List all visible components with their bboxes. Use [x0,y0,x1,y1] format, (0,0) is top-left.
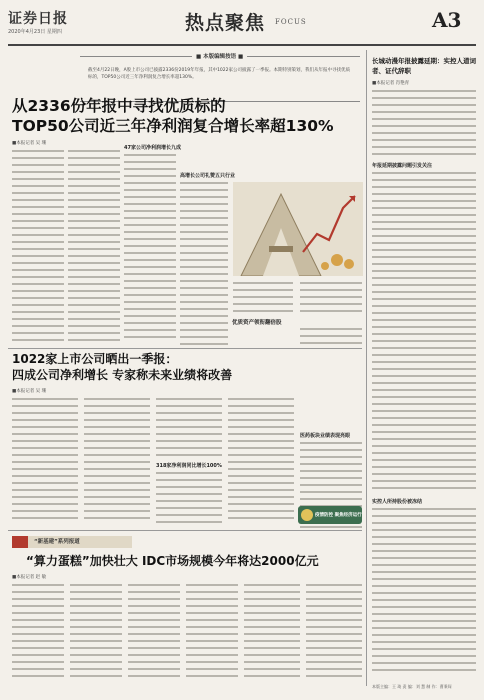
article3-byline: ■本报记者 赵 敏 [12,575,47,580]
page-footer: 本版主编：王 琦 责 编：刘 慧 制 作：曹秉琛 [372,684,452,689]
article1-byline: ■本报记者 吴 珊 [12,141,47,146]
article1-subhead-b: 高增长公司礼赞五只行业 [180,173,236,179]
article2-headline [12,352,232,383]
article2-headline-line2: 四成公司净利增长 专家称未来业绩将改善 [12,367,233,382]
article1-body-col2 [68,150,120,346]
right-body-c [372,508,476,676]
article1-subhead-a: 47家公司净利润增长九成 [124,145,181,151]
header-rule [8,44,476,46]
right-byline: ■本报记者 肖艳青 [372,81,410,86]
article1-headline-line1: 从2336份年报中寻找优质标的 [12,97,226,115]
right-headline: 长城动漫年报披露延期：实控人道词者、证代辞职 [372,57,476,75]
editor-note-text: 截至4月22日晚，A股上市公司已披露2336份2019年年报，其中1022家公司披露了一季报。本期特别策划，我们从年报中寻找优质标的，TOP50公司近三年净利润复合增长率超130%。 [88,68,351,80]
editor-note-tag: ■ 本版编辑按语 ■ [192,52,247,60]
article1-headline [12,96,334,136]
right-body-b [372,172,476,494]
article3-headline: “算力蛋糕”加快壮大 IDC市场规模今年将达2000亿元 [26,554,319,568]
article1-body-col1 [12,150,64,346]
article1-headline-line2: TOP50公司近三年净利润复合增长率超130% [12,117,334,135]
right-body-a [372,90,476,160]
article1-body-col7 [300,328,362,349]
article2-body-col3 [156,398,222,461]
masthead: 证券日报 [8,11,68,27]
page-number: A3 [432,8,462,32]
article2-subhead-a: 318家净利润同比增长100% [156,463,222,469]
article2-body-col4 [228,398,294,524]
right-subhead-b: 实控人所持股份被冻结 [372,499,423,505]
article2-body-col3b [156,472,222,528]
promo-banner-graphic[interactable] [298,504,362,526]
article2-body-col2 [84,398,150,524]
article1-body-col4 [180,182,228,350]
article1-body-col3 [124,154,176,343]
article2-byline: ■本报记者 吴 珊 [12,389,47,394]
pub-date: 2020年4月23日 星期四 [8,29,62,35]
article2-headline-line1: 1022家上市公司晒出一季报： [12,352,178,366]
article1-body-col5 [233,282,293,317]
article1-subhead-c: 优质资产领衔翻倍股 [232,320,282,326]
article3-body-col5 [244,584,300,682]
promo-banner-text: 疫情防控 聚焦经济运行 [315,513,362,518]
article3-body-col3 [128,584,180,682]
article1-body-col6 [300,282,362,317]
article2-body-col1 [12,398,78,524]
article3-body-col1 [12,584,64,682]
article2-subhead-b: 医药板块业绩表现亮眼 [300,433,351,439]
right-subhead-a: 年报延期披露问题引发关注 [372,163,433,169]
illustration-a-stock [233,182,363,276]
series-tag-text: “新基建”系列报道 [34,539,80,545]
article3-body-col2 [70,584,122,682]
article3-body-col4 [186,584,238,682]
column-divider [366,50,367,686]
page-header [0,0,484,48]
section-title-en: FOCUS [275,18,307,26]
series-tag [12,534,132,548]
section-title: 热点聚焦 [185,12,266,34]
article3-body-col6 [306,584,362,682]
